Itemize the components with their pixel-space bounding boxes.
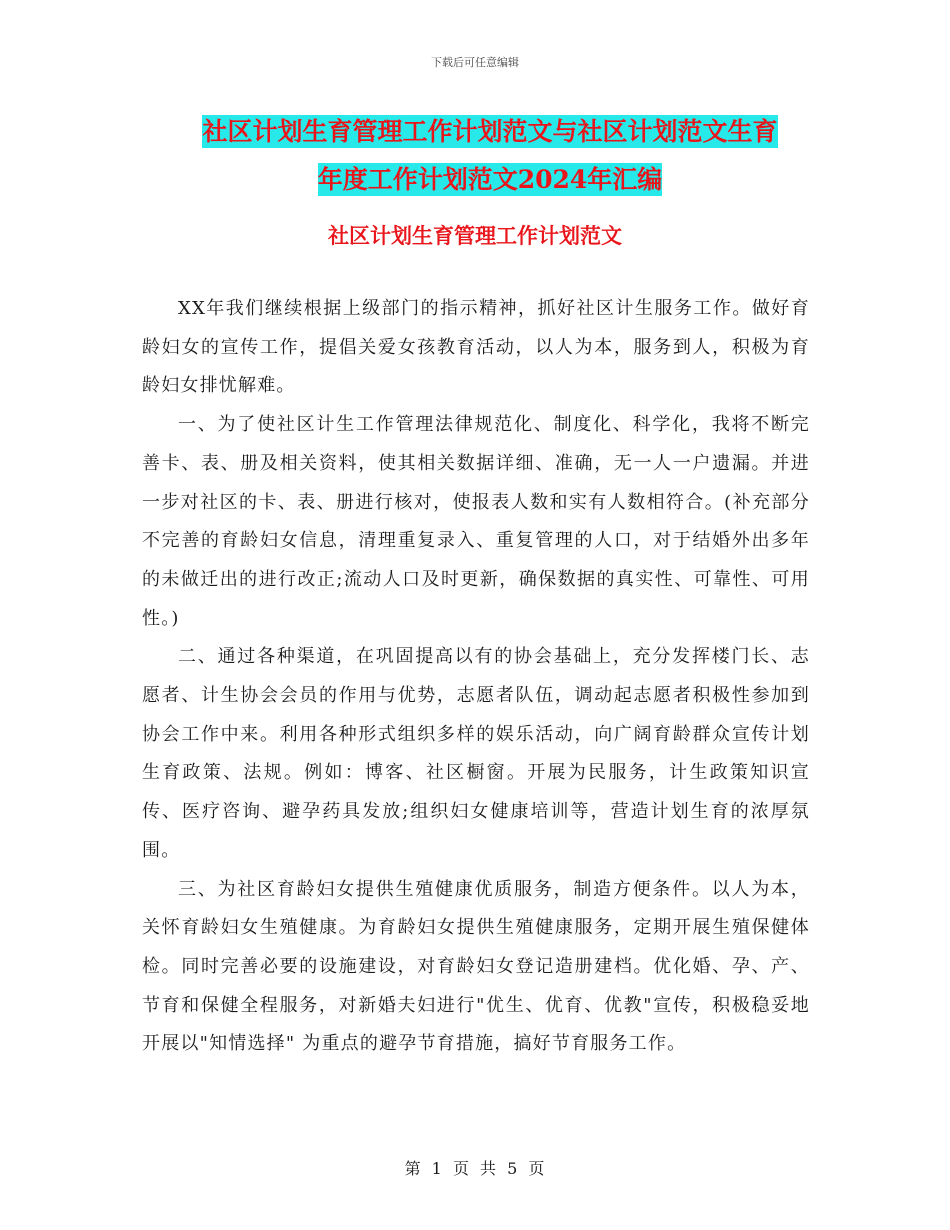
page-number: 第 1 页 共 5 页 [404, 1159, 546, 1178]
paragraph-item-1: 一、为了使社区计生工作管理法律规范化、制度化、科学化，我将不断完善卡、表、册及相关资料，使其相关数据详细、准确，无一人一户遗漏。并进一步对社区的卡、表、册进行核对，使报表人数和实有人数相符合。(补充部分不完善的育龄妇女信息，清理重复录入、重复管理的人口，对于结婚外出多年的未做迁出的进行改正;流动人口及时更新，确保数据的真实性、可靠性、可用性。) [142, 414, 810, 629]
title-line-2: 年度工作计划范文2024年汇编 [317, 165, 663, 194]
document-body [142, 290, 810, 1064]
document-title [140, 108, 840, 204]
header-note: 下载后可任意编辑 [431, 56, 519, 69]
paragraph-item-3: 三、为社区育龄妇女提供生殖健康优质服务，制造方便条件。以人为本，关怀育龄妇女生殖健康。为育龄妇女提供生殖健康服务，定期开展生殖保健体检。同时完善必要的设施建设，对育龄妇女登记造册建档。优化婚、孕、产、节育和保健全程服务，对新婚夫妇进行"优生、优育、优教"宣传，积极稳妥地开展以"知情选择" 为重点的避孕节育措施，搞好节育服务工作。 [142, 878, 810, 1055]
paragraph-intro: XX年我们继续根据上级部门的指示精神，抓好社区计生服务工作。做好育龄妇女的宣传工作，提倡关爱女孩教育活动，以人为本，服务到人，积极为育龄妇女排忧解难。 [142, 298, 810, 397]
paragraph-item-2: 二、通过各种渠道，在巩固提高以有的协会基础上，充分发挥楼门长、志愿者、计生协会会员的作用与优势，志愿者队伍，调动起志愿者积极性参加到协会工作中来。利用各种形式组织多样的娱乐活动，向广阔育龄群众宣传计划生育政策、法规。例如：博客、社区橱窗。开展为民服务，计生政策知识宣传、医疗咨询、避孕药具发放;组织妇女健康培训等，营造计划生育的浓厚氛围。 [142, 646, 810, 861]
title-line-1: 社区计划生育管理工作计划范文与社区计划范文生育 [202, 117, 778, 146]
section-title: 社区计划生育管理工作计划范文 [328, 223, 622, 248]
